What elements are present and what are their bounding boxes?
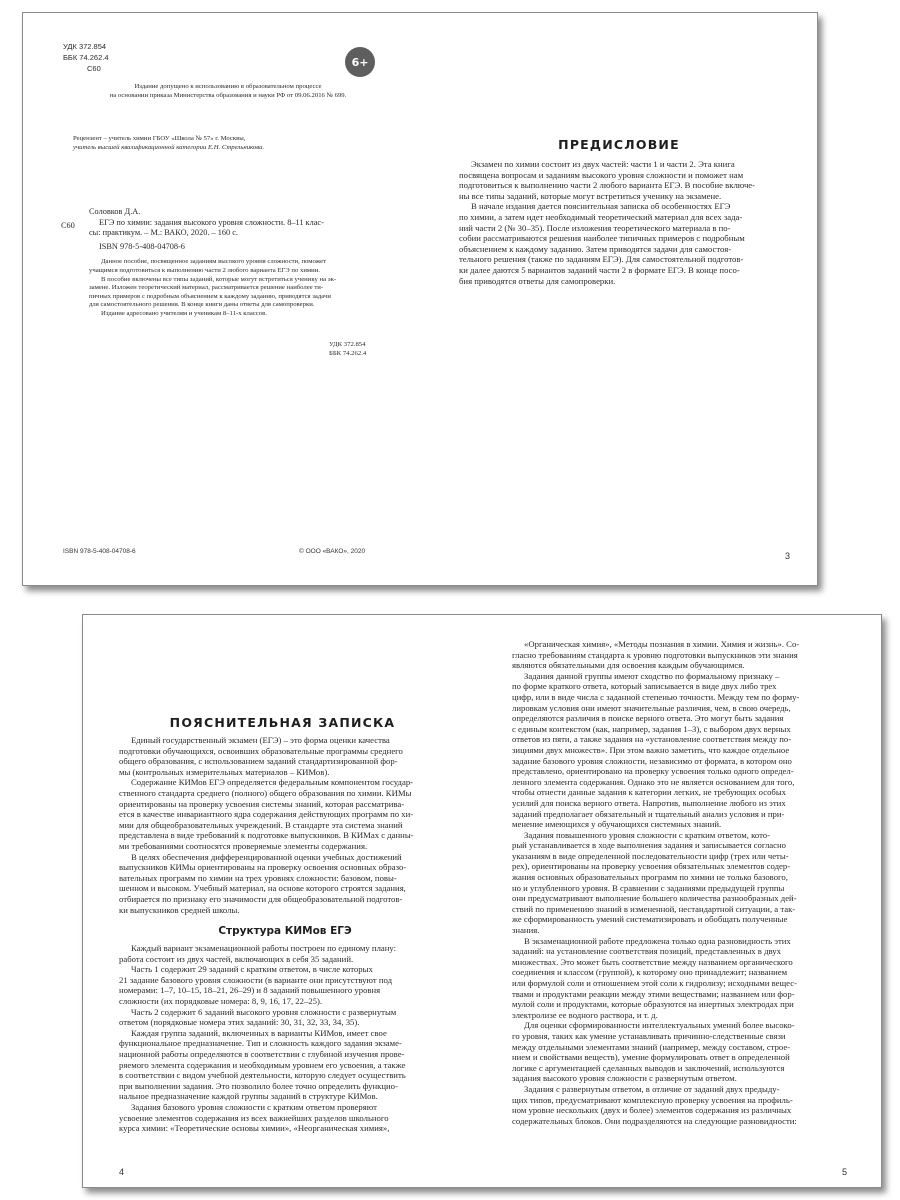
text-line: выпускников КИМы ориентированы на проверку освоения основных образо- xyxy=(119,862,407,873)
text-line: объяснением к каждому заданию. Затем приводятся задачи для самостоя- xyxy=(459,243,732,254)
abstract-line: учащимся подготовиться к выполнению части 2 любого варианта ЕГЭ по химии. xyxy=(89,266,320,274)
text-line: Задания базового уровня сложности с кратким ответом проверяют xyxy=(131,1102,377,1112)
catalog-card xyxy=(89,207,391,319)
text-line: логике с аргументацией сделанных выводов и заключений, используются xyxy=(512,1062,785,1073)
catalog-title: сы: практикум. – М.: ВАКО, 2020. – 160 с. xyxy=(89,228,239,238)
text-line: шенном и высоком. Учебный материал, на основе которого строятся задания, xyxy=(119,883,406,894)
paragraph xyxy=(119,852,451,916)
text-line: множествах. Это может быть соответствие между названием органического xyxy=(512,956,793,967)
text-line: ном уровне нескольких (двух и более) элементов содержания из различных xyxy=(512,1105,792,1116)
paragraph xyxy=(119,735,451,777)
text-line: ответов из пяти, а также задания на «установление соответствия между по- xyxy=(512,734,792,745)
text-line: го уровня, таких как умение устанавливать причинно-следственные связи xyxy=(512,1030,786,1041)
text-line: ответом (порядковые номера этих заданий: 30, 31, 32, 33, 34, 35). xyxy=(119,1017,360,1028)
text-line: при выполнении задания. Это позволило более точно определить функцио- xyxy=(119,1080,398,1091)
text-line: собии рассматриваются решения наиболее типичных примеров с подробным xyxy=(459,233,745,244)
section-subheading: Структура КИМов ЕГЭ xyxy=(218,925,352,938)
preface-text xyxy=(459,159,789,286)
book-spread-bottom xyxy=(82,614,882,1188)
catalog-author: Соловков Д.А. xyxy=(89,207,141,216)
book-spread-top xyxy=(22,12,818,586)
text-line: указаниям в виде определенной последовательности цифр (трех или четы- xyxy=(512,850,789,861)
reviewer-line: Рецензент – учитель химии ГБОУ «Школа № 57» г. Москвы, xyxy=(73,135,246,142)
text-line: «Органическая химия», «Методы познания в химии. Химия и жизнь». Со- xyxy=(524,639,800,649)
text-line: гласно требованиям стандарта к уровню подготовки выпускников эти знания xyxy=(512,649,798,660)
text-line: рех), ориентированы на проверку усвоения обязательных элементов содер- xyxy=(512,861,791,872)
text-line: задание базового уровня сложности, независимо от формата, в котором оно xyxy=(512,755,792,766)
text-line: Задания повышенного уровня сложности с кратким ответом, кото- xyxy=(524,829,771,840)
approval-line: на основании приказа Министерства образования и науки РФ от 09.06.2016 № 699. xyxy=(109,91,347,99)
text-line: Задания с развернутым ответом, в отличие от заданий двух предыду- xyxy=(524,1083,780,1094)
text-line: чтобы отнести данные задания к категории легких, не требующих особых xyxy=(512,787,787,798)
text-line: 21 задание базового уровня сложности (в варианте они присутствуют под xyxy=(119,974,393,985)
text-line: в соответствии с видом учебной деятельности, которую следует осуществить xyxy=(119,1070,406,1081)
explanatory-heading: ПОЯСНИТЕЛЬНАЯ ЗАПИСКА xyxy=(169,715,396,730)
text-line: но и углубленного уровня. В сравнении с заданиями предыдущей группы xyxy=(512,882,785,893)
text-line: электролизе ее водного раствора, и т. д. xyxy=(512,1009,658,1020)
text-line: Каждый вариант экзаменационной работы построен по единому плану: xyxy=(131,943,397,954)
paragraph xyxy=(512,671,852,830)
text-line: усвоение элементов содержания из всех важнейших разделов школьного xyxy=(119,1112,389,1123)
abstract-line: Данное пособие, посвященное заданиям высокого уровня сложности, поможет xyxy=(101,258,327,266)
text-line: представлено, ориентировано на проверку усвоения только одного определ- xyxy=(512,766,794,777)
text-line: менение имеющихся у обучающихся системных знаний. xyxy=(512,819,722,830)
text-line: Часть 1 содержит 29 заданий с кратким ответом, в числе которых xyxy=(131,964,373,975)
footer-isbn: ISBN 978-5-408-04708-6 xyxy=(63,548,136,555)
text-line: тельного решения (также по заданиям ЕГЭ). Для самостоятельной подготов- xyxy=(459,254,744,265)
imprint-page xyxy=(23,13,421,585)
abstract-line: пичных примеров с подробным объяснением к каждому заданию, приводятся задачи xyxy=(89,292,331,300)
paragraph xyxy=(512,1020,852,1084)
text-line: рый устанавливается в ходе выполнения задания и записывается согласно xyxy=(512,840,787,851)
udk-label: УДК 372.854 xyxy=(63,42,107,51)
text-line: Для оценки сформированности интеллектуальных умений более высоко- xyxy=(524,1020,795,1031)
text-line: они предусматривают выполнение большего количества разнообразных дей- xyxy=(512,893,797,904)
preface-page xyxy=(421,13,817,585)
bbk-label: ББК 74.262.4 xyxy=(63,53,109,62)
catalog-index xyxy=(329,341,366,358)
abstract xyxy=(89,258,391,318)
explanatory-note-page xyxy=(83,615,482,1187)
paragraph xyxy=(512,1084,852,1126)
text-line: подготовиться к выполнению части 2 любого варианта ЕГЭ. В пособие включе- xyxy=(459,180,756,191)
text-line: мы (контрольных измерительных материалов – КИМов). xyxy=(119,766,330,777)
text-line: Единый государственный экзамен (ЕГЭ) – это форма оценки качества xyxy=(131,735,390,745)
paragraph xyxy=(119,1007,451,1028)
text-line: нальное предназначение каждой группы заданий в структуре КИМов. xyxy=(119,1091,378,1102)
text-line: работа состоит из двух частей, включающих в себя 35 заданий. xyxy=(119,953,354,964)
text-line: усилий для поиска верного ответа. Напротив, выполнение любого из этих xyxy=(512,797,786,808)
text-line: с единым контекстом (как, например, задания 1–3), с выбором двух верных xyxy=(512,723,791,734)
age-rating-badge: 6+ xyxy=(345,47,375,77)
text-line: отбирается по признаку его значимости для общеобразовательной подготов- xyxy=(119,893,403,904)
text-line: представлена в виде требований к подготовке выпускников. В КИМах с данны- xyxy=(119,830,414,841)
text-line: соединения и классом (группой), к которому оно принадлежит; названием xyxy=(512,967,788,978)
text-line: по химии, а затем идет необходимый теоретический материал для всех зада- xyxy=(459,211,743,222)
isbn: ISBN 978-5-408-04708-6 xyxy=(99,241,185,251)
footer-copyright: © ООО «ВАКО», 2020 xyxy=(299,548,366,555)
text-line: лировкам условия они имеют значительные различия, чем, в свою очередь, xyxy=(512,702,791,713)
approval-line: Издание допущено к использованию в образовательном процессе xyxy=(134,83,322,90)
text-line: подготовки обучающихся, освоивших образовательные программы среднего xyxy=(119,745,403,756)
abstract-line: Издание адресовано учителям и ученикам 8–11-х классов. xyxy=(101,309,267,317)
text-line: цифр, или в виде числа с заданной степенью точности. Между тем по форму- xyxy=(512,691,800,702)
text-line: заданий предполагает обязательный и тщательный анализ условия и при- xyxy=(512,808,785,819)
text-line: твами и продуктами реакции между этими веществами; названием или фор- xyxy=(512,988,795,999)
text-line: ки далее даются 5 вариантов заданий части 2 в формате ЕГЭ. В конце посо- xyxy=(459,264,740,275)
text-line: ки выпускников средней школы. xyxy=(119,904,240,915)
preface-heading: ПРЕДИСЛОВИЕ xyxy=(558,137,680,152)
paragraph xyxy=(119,943,451,964)
approval-note xyxy=(63,83,393,100)
text-line: сложности (их порядковые номера: 8, 9, 16, 17, 22–25). xyxy=(119,996,323,1007)
text-line: мии для общеобразовательных учреждений. В стандарте эта система знаний xyxy=(119,819,403,830)
text-line: Содержание КИМов ЕГЭ определяется федеральным компонентом государ- xyxy=(131,777,414,788)
text-line: Каждая группа заданий, включенных в варианты КИМов, имеет свое xyxy=(131,1027,387,1038)
text-line: ется в качестве инвариантного ядра содержания действующих программ по хи- xyxy=(119,809,414,820)
catalog-code: С60 xyxy=(61,221,75,230)
text-line: определяются различия в поиске верного ответа. Это могут быть задания xyxy=(512,713,784,724)
abstract-line: замене. Изложен теоретический материал, рассматривается решение наиболее ти- xyxy=(89,284,324,292)
text-line: посвящена вопросам и заданиям высокого уровня сложности и поможет нам xyxy=(459,169,744,180)
text-line: номерами: 1–7, 10–15, 18–21, 26–29) и 8 заданий повышенного уровня xyxy=(119,985,381,996)
text-line: между отдельными элементами знаний (например, между составом, строе- xyxy=(512,1041,791,1052)
abstract-line: для самостоятельного решения. В конце книги даны ответы для самопроверки. xyxy=(89,301,315,309)
author-code: С60 xyxy=(87,64,101,73)
text-line: ми требованиями соотносятся проверяемые элементы содержания. xyxy=(119,840,368,851)
page-number: 3 xyxy=(785,551,791,561)
text-line: мулой соли и продуктами, которые образуются на инертных электродах при xyxy=(512,999,794,1010)
text-line: ленного элемента содержания. Однако это не является основанием для того, xyxy=(512,776,795,787)
text-line: Экзамен по химии состоит из двух частей: части 1 и части 2. Эта книга xyxy=(471,159,735,169)
text-line: В целях обеспечения дифференцированной оценки учебных достижений xyxy=(131,851,402,862)
text-line: нием и свойствами веществ), умение формулировать ответ в определенной xyxy=(512,1052,790,1063)
text-line: содержательных блоков. Они подразделяются на следующие разновидности: xyxy=(512,1115,797,1126)
reviewer-note xyxy=(73,135,393,152)
text-line: ориентированы на проверку усвоения системы знаний, которая рассматрива- xyxy=(119,798,405,809)
text-line: заданий: на установление соответствия позиций, представленных в двух xyxy=(512,946,781,957)
text-line: или формулой соли и отношением этой соли к гидролизу; исходными вещес- xyxy=(512,978,798,988)
text-line: зициями двух множеств». При этом важно заметить, что каждое отдельное xyxy=(512,744,790,755)
text-line: курса химии: «Теоретические основы химии», «Неорганическая химия», xyxy=(119,1123,390,1134)
text-line: вательных программ по химии на трех уровнях сложности: базовом, повы- xyxy=(119,872,397,883)
explanatory-note-page-continued xyxy=(482,615,881,1187)
paragraph xyxy=(512,830,852,936)
paragraph xyxy=(119,964,451,1006)
text-line: щих типов, предусматривают комплексную проверку усвоения на профиль- xyxy=(512,1094,793,1105)
text-line: функциональное предназначение. Тип и сложность каждого задания экзаме- xyxy=(119,1038,402,1049)
paragraph xyxy=(119,777,451,851)
text-line: В экзаменационной работе предложена только одна разновидность этих xyxy=(524,935,791,946)
text-line: Задания данной группы имеют сходство по формальному признаку – xyxy=(524,670,780,681)
paragraph xyxy=(512,936,852,1021)
text-line: задания высокого уровня сложности с развернутым ответом. xyxy=(512,1073,737,1084)
text-line: ряемого элемента содержания и необходимым уровнем его усвоения, а также xyxy=(119,1059,406,1070)
text-line: ний части 2 (№ 30–35). После изложения теоретического материала в по- xyxy=(459,222,731,233)
text-line: В начале издания дается пояснительная записка об особенностях ЕГЭ xyxy=(471,201,731,212)
paragraph xyxy=(119,1102,451,1134)
text-line: Часть 2 содержит 6 заданий высокого уровня сложности с развернутым xyxy=(131,1006,397,1017)
page-number: 5 xyxy=(842,1167,848,1177)
udk-label: УДК 372.854 xyxy=(329,341,366,348)
text-line: ствий по применению знаний в измененной, нестандартной ситуации, а так- xyxy=(512,903,796,914)
catalog-title: ЕГЭ по химии: задания высокого уровня сложности. 8–11 клас- xyxy=(99,217,324,227)
text-line: национной работы определяются в соответствии с глубиной изучения прове- xyxy=(119,1049,405,1060)
abstract-line: В пособие включены все типы заданий, которые могут встретиться ученику на эк- xyxy=(101,275,337,283)
paragraph xyxy=(512,639,852,671)
text-line: бия приводятся ответы для самопроверки. xyxy=(459,275,616,286)
text-line: являются обязательными для освоения каждым обучающимся. xyxy=(512,660,745,671)
page-number: 4 xyxy=(119,1167,125,1177)
bbk-label: ББК 74.262.4 xyxy=(329,349,367,357)
text-line: по форме краткого ответа, который записывается в виде двух либо трех xyxy=(512,681,777,692)
text-line: знания. xyxy=(512,925,540,936)
text-line: жания основных образовательных программ по химии не только базового, xyxy=(512,872,788,883)
paragraph xyxy=(119,1028,451,1102)
text-line: же сформированность умений систематизировать и обобщать полученные xyxy=(512,914,788,925)
text-line: ственного стандарта среднего (полного) общего образования по химии. КИМы xyxy=(119,787,412,798)
explanatory-text-continued xyxy=(512,639,852,1126)
explanatory-text xyxy=(119,735,451,1134)
text-line: общего образования, с использованием заданий стандартизированной фор- xyxy=(119,756,398,767)
text-line: ны все типы заданий, которые могут встретиться ученику на экзамене. xyxy=(459,190,722,201)
reviewer-line: учитель высшей квалификационной категории Е.Н. Стрельникова. xyxy=(73,143,265,151)
